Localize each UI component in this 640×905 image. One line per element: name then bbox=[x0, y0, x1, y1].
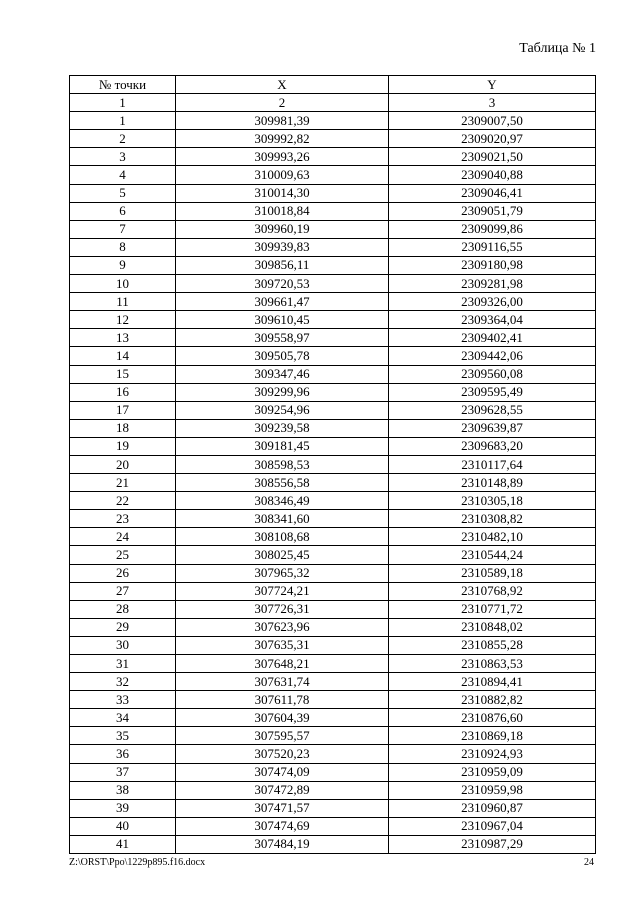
cell-y: 2310882,82 bbox=[389, 691, 596, 709]
cell-y: 2309683,20 bbox=[389, 437, 596, 455]
table-row bbox=[70, 474, 596, 492]
cell-point-number: 21 bbox=[70, 474, 176, 492]
cell-x: 309993,26 bbox=[176, 148, 389, 166]
cell-y: 2309116,55 bbox=[389, 238, 596, 256]
cell-x: 307604,39 bbox=[176, 709, 389, 727]
cell-y: 2309639,87 bbox=[389, 419, 596, 437]
coordinates-table bbox=[69, 75, 596, 854]
cell-y: 2309628,55 bbox=[389, 401, 596, 419]
cell-point-number: 26 bbox=[70, 564, 176, 582]
cell-x: 310009,63 bbox=[176, 166, 389, 184]
cell-x: 309939,83 bbox=[176, 238, 389, 256]
cell-point-number: 23 bbox=[70, 510, 176, 528]
column-number-row bbox=[70, 94, 596, 112]
cell-point-number: 34 bbox=[70, 709, 176, 727]
cell-x: 307595,57 bbox=[176, 727, 389, 745]
cell-x: 308341,60 bbox=[176, 510, 389, 528]
cell-y: 2309021,50 bbox=[389, 148, 596, 166]
cell-point-number: 13 bbox=[70, 329, 176, 347]
table-row bbox=[70, 329, 596, 347]
cell-x: 309347,46 bbox=[176, 365, 389, 383]
cell-x: 309254,96 bbox=[176, 401, 389, 419]
header-y: Y bbox=[389, 76, 596, 94]
cell-x: 307471,57 bbox=[176, 799, 389, 817]
table-row bbox=[70, 455, 596, 473]
cell-x: 307484,19 bbox=[176, 835, 389, 853]
cell-x: 307611,78 bbox=[176, 691, 389, 709]
cell-y: 2310959,98 bbox=[389, 781, 596, 799]
cell-point-number: 8 bbox=[70, 238, 176, 256]
table-row bbox=[70, 655, 596, 673]
table-row bbox=[70, 835, 596, 853]
table-row bbox=[70, 763, 596, 781]
cell-point-number: 28 bbox=[70, 600, 176, 618]
table-row bbox=[70, 600, 596, 618]
table-row bbox=[70, 365, 596, 383]
cell-x: 307474,09 bbox=[176, 763, 389, 781]
cell-y: 2310863,53 bbox=[389, 655, 596, 673]
cell-y: 2310148,89 bbox=[389, 474, 596, 492]
table-row bbox=[70, 256, 596, 274]
table-row bbox=[70, 636, 596, 654]
cell-x: 309856,11 bbox=[176, 256, 389, 274]
cell-point-number: 16 bbox=[70, 383, 176, 401]
table-caption: Таблица № 1 bbox=[519, 41, 596, 56]
table-row bbox=[70, 184, 596, 202]
cell-point-number: 31 bbox=[70, 655, 176, 673]
cell-y: 2310308,82 bbox=[389, 510, 596, 528]
cell-y: 2309020,97 bbox=[389, 130, 596, 148]
table-row bbox=[70, 709, 596, 727]
table-row bbox=[70, 238, 596, 256]
table-row bbox=[70, 401, 596, 419]
header-x: X bbox=[176, 76, 389, 94]
cell-x: 308556,58 bbox=[176, 474, 389, 492]
cell-point-number: 30 bbox=[70, 636, 176, 654]
cell-point-number: 36 bbox=[70, 745, 176, 763]
table-row bbox=[70, 383, 596, 401]
cell-y: 2309560,08 bbox=[389, 365, 596, 383]
cell-x: 310014,30 bbox=[176, 184, 389, 202]
table-row bbox=[70, 293, 596, 311]
cell-y: 2309046,41 bbox=[389, 184, 596, 202]
table-row bbox=[70, 437, 596, 455]
table-header-row bbox=[70, 76, 596, 94]
cell-x: 307726,31 bbox=[176, 600, 389, 618]
cell-y: 2309442,06 bbox=[389, 347, 596, 365]
cell-x: 307965,32 bbox=[176, 564, 389, 582]
cell-x: 309181,45 bbox=[176, 437, 389, 455]
table-row bbox=[70, 781, 596, 799]
table-row bbox=[70, 419, 596, 437]
cell-point-number: 1 bbox=[70, 112, 176, 130]
table-row bbox=[70, 546, 596, 564]
cell-y: 2309051,79 bbox=[389, 202, 596, 220]
cell-x: 309558,97 bbox=[176, 329, 389, 347]
table-body bbox=[70, 112, 596, 854]
cell-point-number: 11 bbox=[70, 293, 176, 311]
table-row bbox=[70, 745, 596, 763]
table-row bbox=[70, 275, 596, 293]
cell-y: 2310869,18 bbox=[389, 727, 596, 745]
cell-point-number: 17 bbox=[70, 401, 176, 419]
footer-file-path: Z:\ORST\Ppo\1229p895.f16.docx bbox=[69, 857, 206, 868]
cell-point-number: 19 bbox=[70, 437, 176, 455]
cell-x: 307623,96 bbox=[176, 618, 389, 636]
cell-y: 2309402,41 bbox=[389, 329, 596, 347]
cell-point-number: 15 bbox=[70, 365, 176, 383]
cell-x: 308346,49 bbox=[176, 492, 389, 510]
cell-point-number: 3 bbox=[70, 148, 176, 166]
cell-y: 2310848,02 bbox=[389, 618, 596, 636]
cell-point-number: 2 bbox=[70, 130, 176, 148]
table-row bbox=[70, 166, 596, 184]
cell-point-number: 32 bbox=[70, 673, 176, 691]
cell-x: 309992,82 bbox=[176, 130, 389, 148]
cell-point-number: 5 bbox=[70, 184, 176, 202]
cell-y: 2310482,10 bbox=[389, 528, 596, 546]
table-row bbox=[70, 148, 596, 166]
table-row bbox=[70, 130, 596, 148]
cell-x: 309610,45 bbox=[176, 311, 389, 329]
cell-point-number: 25 bbox=[70, 546, 176, 564]
table-row bbox=[70, 727, 596, 745]
table-row bbox=[70, 799, 596, 817]
table-row bbox=[70, 112, 596, 130]
table-row bbox=[70, 673, 596, 691]
cell-y: 2310876,60 bbox=[389, 709, 596, 727]
cell-x: 307520,23 bbox=[176, 745, 389, 763]
cell-point-number: 12 bbox=[70, 311, 176, 329]
cell-x: 309720,53 bbox=[176, 275, 389, 293]
cell-y: 2310894,41 bbox=[389, 673, 596, 691]
cell-point-number: 27 bbox=[70, 582, 176, 600]
cell-point-number: 39 bbox=[70, 799, 176, 817]
cell-y: 2310544,24 bbox=[389, 546, 596, 564]
cell-point-number: 24 bbox=[70, 528, 176, 546]
cell-x: 307631,74 bbox=[176, 673, 389, 691]
cell-y: 2310855,28 bbox=[389, 636, 596, 654]
cell-y: 2309180,98 bbox=[389, 256, 596, 274]
cell-x: 308598,53 bbox=[176, 455, 389, 473]
cell-point-number: 29 bbox=[70, 618, 176, 636]
cell-point-number: 9 bbox=[70, 256, 176, 274]
cell-y: 2310768,92 bbox=[389, 582, 596, 600]
cell-x: 307635,31 bbox=[176, 636, 389, 654]
cell-y: 2309364,04 bbox=[389, 311, 596, 329]
cell-y: 2310924,93 bbox=[389, 745, 596, 763]
cell-point-number: 40 bbox=[70, 817, 176, 835]
cell-x: 309960,19 bbox=[176, 220, 389, 238]
cell-x: 308108,68 bbox=[176, 528, 389, 546]
cell-point-number: 10 bbox=[70, 275, 176, 293]
column-number-3: 3 bbox=[389, 94, 596, 112]
cell-x: 309981,39 bbox=[176, 112, 389, 130]
cell-y: 2309281,98 bbox=[389, 275, 596, 293]
cell-point-number: 37 bbox=[70, 763, 176, 781]
cell-y: 2309595,49 bbox=[389, 383, 596, 401]
table-row bbox=[70, 817, 596, 835]
table-row bbox=[70, 691, 596, 709]
cell-point-number: 20 bbox=[70, 455, 176, 473]
column-number-1: 1 bbox=[70, 94, 176, 112]
cell-point-number: 18 bbox=[70, 419, 176, 437]
cell-x: 308025,45 bbox=[176, 546, 389, 564]
cell-y: 2309326,00 bbox=[389, 293, 596, 311]
cell-x: 307474,69 bbox=[176, 817, 389, 835]
table-row bbox=[70, 510, 596, 528]
table-row bbox=[70, 564, 596, 582]
table-row bbox=[70, 582, 596, 600]
cell-x: 307724,21 bbox=[176, 582, 389, 600]
table-row bbox=[70, 618, 596, 636]
cell-y: 2310117,64 bbox=[389, 455, 596, 473]
table-row bbox=[70, 202, 596, 220]
table-row bbox=[70, 492, 596, 510]
cell-y: 2309040,88 bbox=[389, 166, 596, 184]
cell-x: 309299,96 bbox=[176, 383, 389, 401]
cell-point-number: 22 bbox=[70, 492, 176, 510]
cell-point-number: 33 bbox=[70, 691, 176, 709]
cell-y: 2309099,86 bbox=[389, 220, 596, 238]
cell-x: 310018,84 bbox=[176, 202, 389, 220]
footer-page-number: 24 bbox=[584, 857, 594, 868]
cell-y: 2310305,18 bbox=[389, 492, 596, 510]
cell-y: 2310959,09 bbox=[389, 763, 596, 781]
cell-point-number: 14 bbox=[70, 347, 176, 365]
table-row bbox=[70, 347, 596, 365]
cell-x: 309505,78 bbox=[176, 347, 389, 365]
cell-y: 2310771,72 bbox=[389, 600, 596, 618]
table-row bbox=[70, 528, 596, 546]
cell-x: 307648,21 bbox=[176, 655, 389, 673]
cell-y: 2310967,04 bbox=[389, 817, 596, 835]
cell-y: 2310987,29 bbox=[389, 835, 596, 853]
cell-y: 2310960,87 bbox=[389, 799, 596, 817]
cell-y: 2309007,50 bbox=[389, 112, 596, 130]
table-row bbox=[70, 220, 596, 238]
cell-point-number: 38 bbox=[70, 781, 176, 799]
column-number-2: 2 bbox=[176, 94, 389, 112]
header-point-number: № точки bbox=[70, 76, 176, 94]
cell-point-number: 6 bbox=[70, 202, 176, 220]
cell-x: 309239,58 bbox=[176, 419, 389, 437]
cell-x: 307472,89 bbox=[176, 781, 389, 799]
table-row bbox=[70, 311, 596, 329]
cell-y: 2310589,18 bbox=[389, 564, 596, 582]
cell-point-number: 7 bbox=[70, 220, 176, 238]
cell-x: 309661,47 bbox=[176, 293, 389, 311]
cell-point-number: 41 bbox=[70, 835, 176, 853]
cell-point-number: 4 bbox=[70, 166, 176, 184]
cell-point-number: 35 bbox=[70, 727, 176, 745]
